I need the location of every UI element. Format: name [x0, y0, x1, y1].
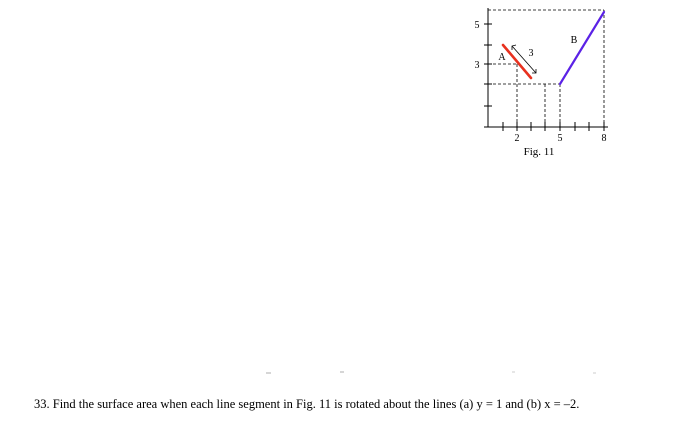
figure-caption: Fig. 11 [523, 146, 555, 158]
y-tick-label: 3 [474, 60, 480, 71]
problem-33-text: 33. Find the surface area when each line segment in Fig. 11 is rotated about the lines (a) y = 1 and (b) x = –2. [34, 397, 580, 411]
x-tick-label: 8 [601, 133, 607, 144]
length-label: 3 [528, 48, 534, 59]
segment-b-label: B [570, 35, 578, 46]
x-tick-label: 5 [557, 133, 563, 144]
segment-a-label: A [498, 52, 506, 63]
y-tick-label: 5 [474, 20, 480, 31]
x-tick-label: 2 [514, 133, 520, 144]
